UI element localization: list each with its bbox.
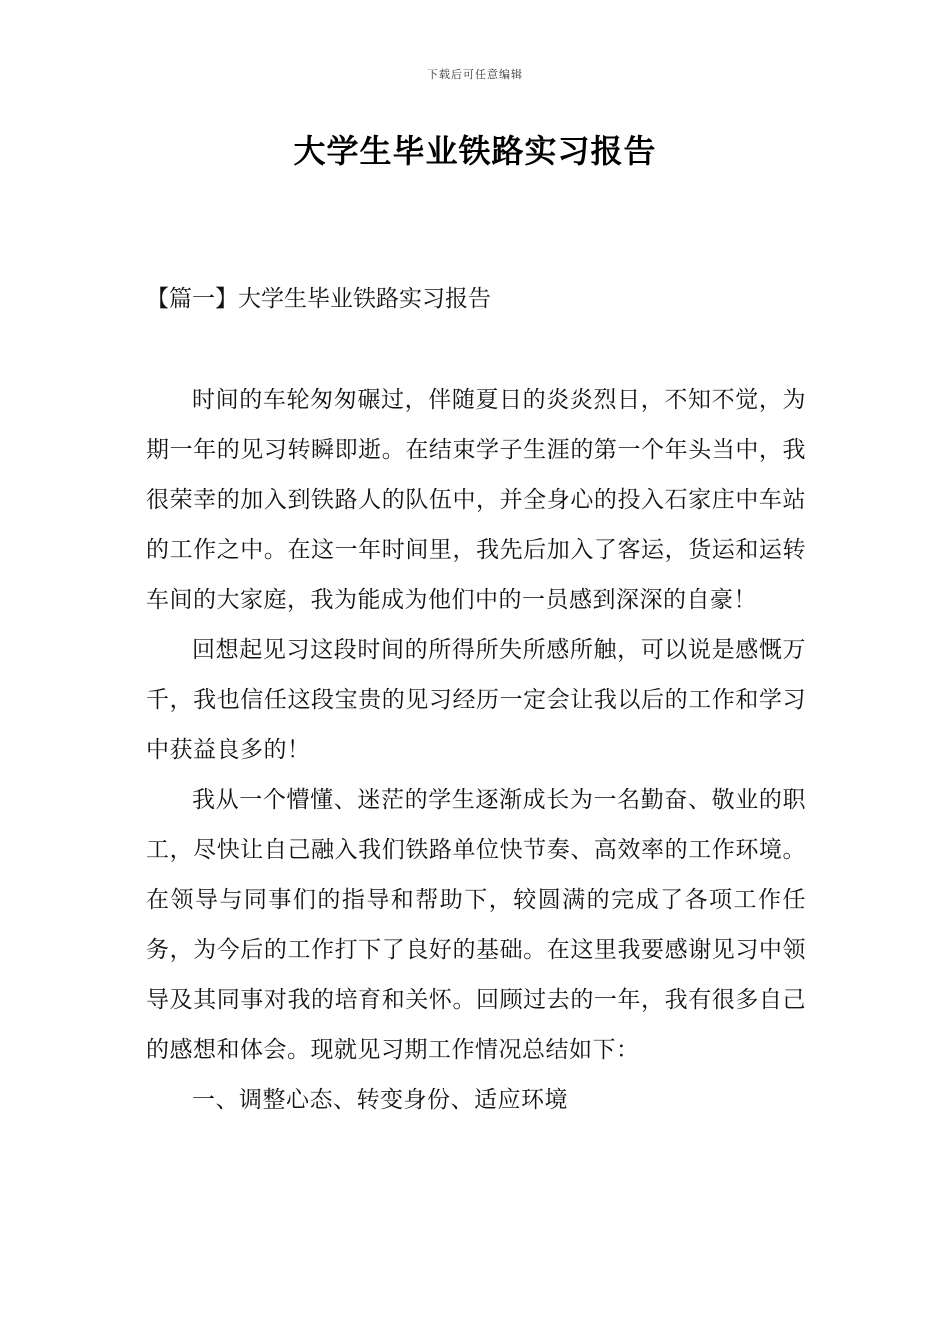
paragraph-1: 时间的车轮匆匆碾过，伴随夏日的炎炎烈日，不知不觉，为期一年的见习转瞬即逝。在结束学子生涯的第一个年头当中，我很荣幸的加入到铁路人的队伍中，并全身心的投入石家庄中车站的工作之中。在这一年时间里，我先后加入了客运，货运和运转车间的大家庭，我为能成为他们中的一员感到深深的自豪！	[146, 387, 806, 613]
subheading-1: 一、调整心态、转变身份、适应环境	[192, 1087, 568, 1113]
paragraph-2: 回想起见习这段时间的所得所失所感所触，可以说是感慨万千，我也信任这段宝贵的见习经历一定会让我以后的工作和学习中获益良多的！	[146, 637, 806, 763]
document-title: 大学生毕业铁路实习报告	[293, 132, 657, 170]
section-heading: 【篇一】大学生毕业铁路实习报告	[146, 286, 491, 312]
header-note: 下载后可任意编辑	[427, 68, 523, 81]
paragraph-3: 我从一个懵懂、迷茫的学生逐渐成长为一名勤奋、敬业的职工，尽快让自己融入我们铁路单位快节奏、高效率的工作环境。在领导与同事们的指导和帮助下，较圆满的完成了各项工作任务，为今后的工作打下了良好的基础。在这里我要感谢见习中领导及其同事对我的培育和关怀。回顾过去的一年，我有很多自己的感想和体会。现就见习期工作情况总结如下：	[146, 787, 806, 1063]
document-body	[146, 375, 806, 1125]
